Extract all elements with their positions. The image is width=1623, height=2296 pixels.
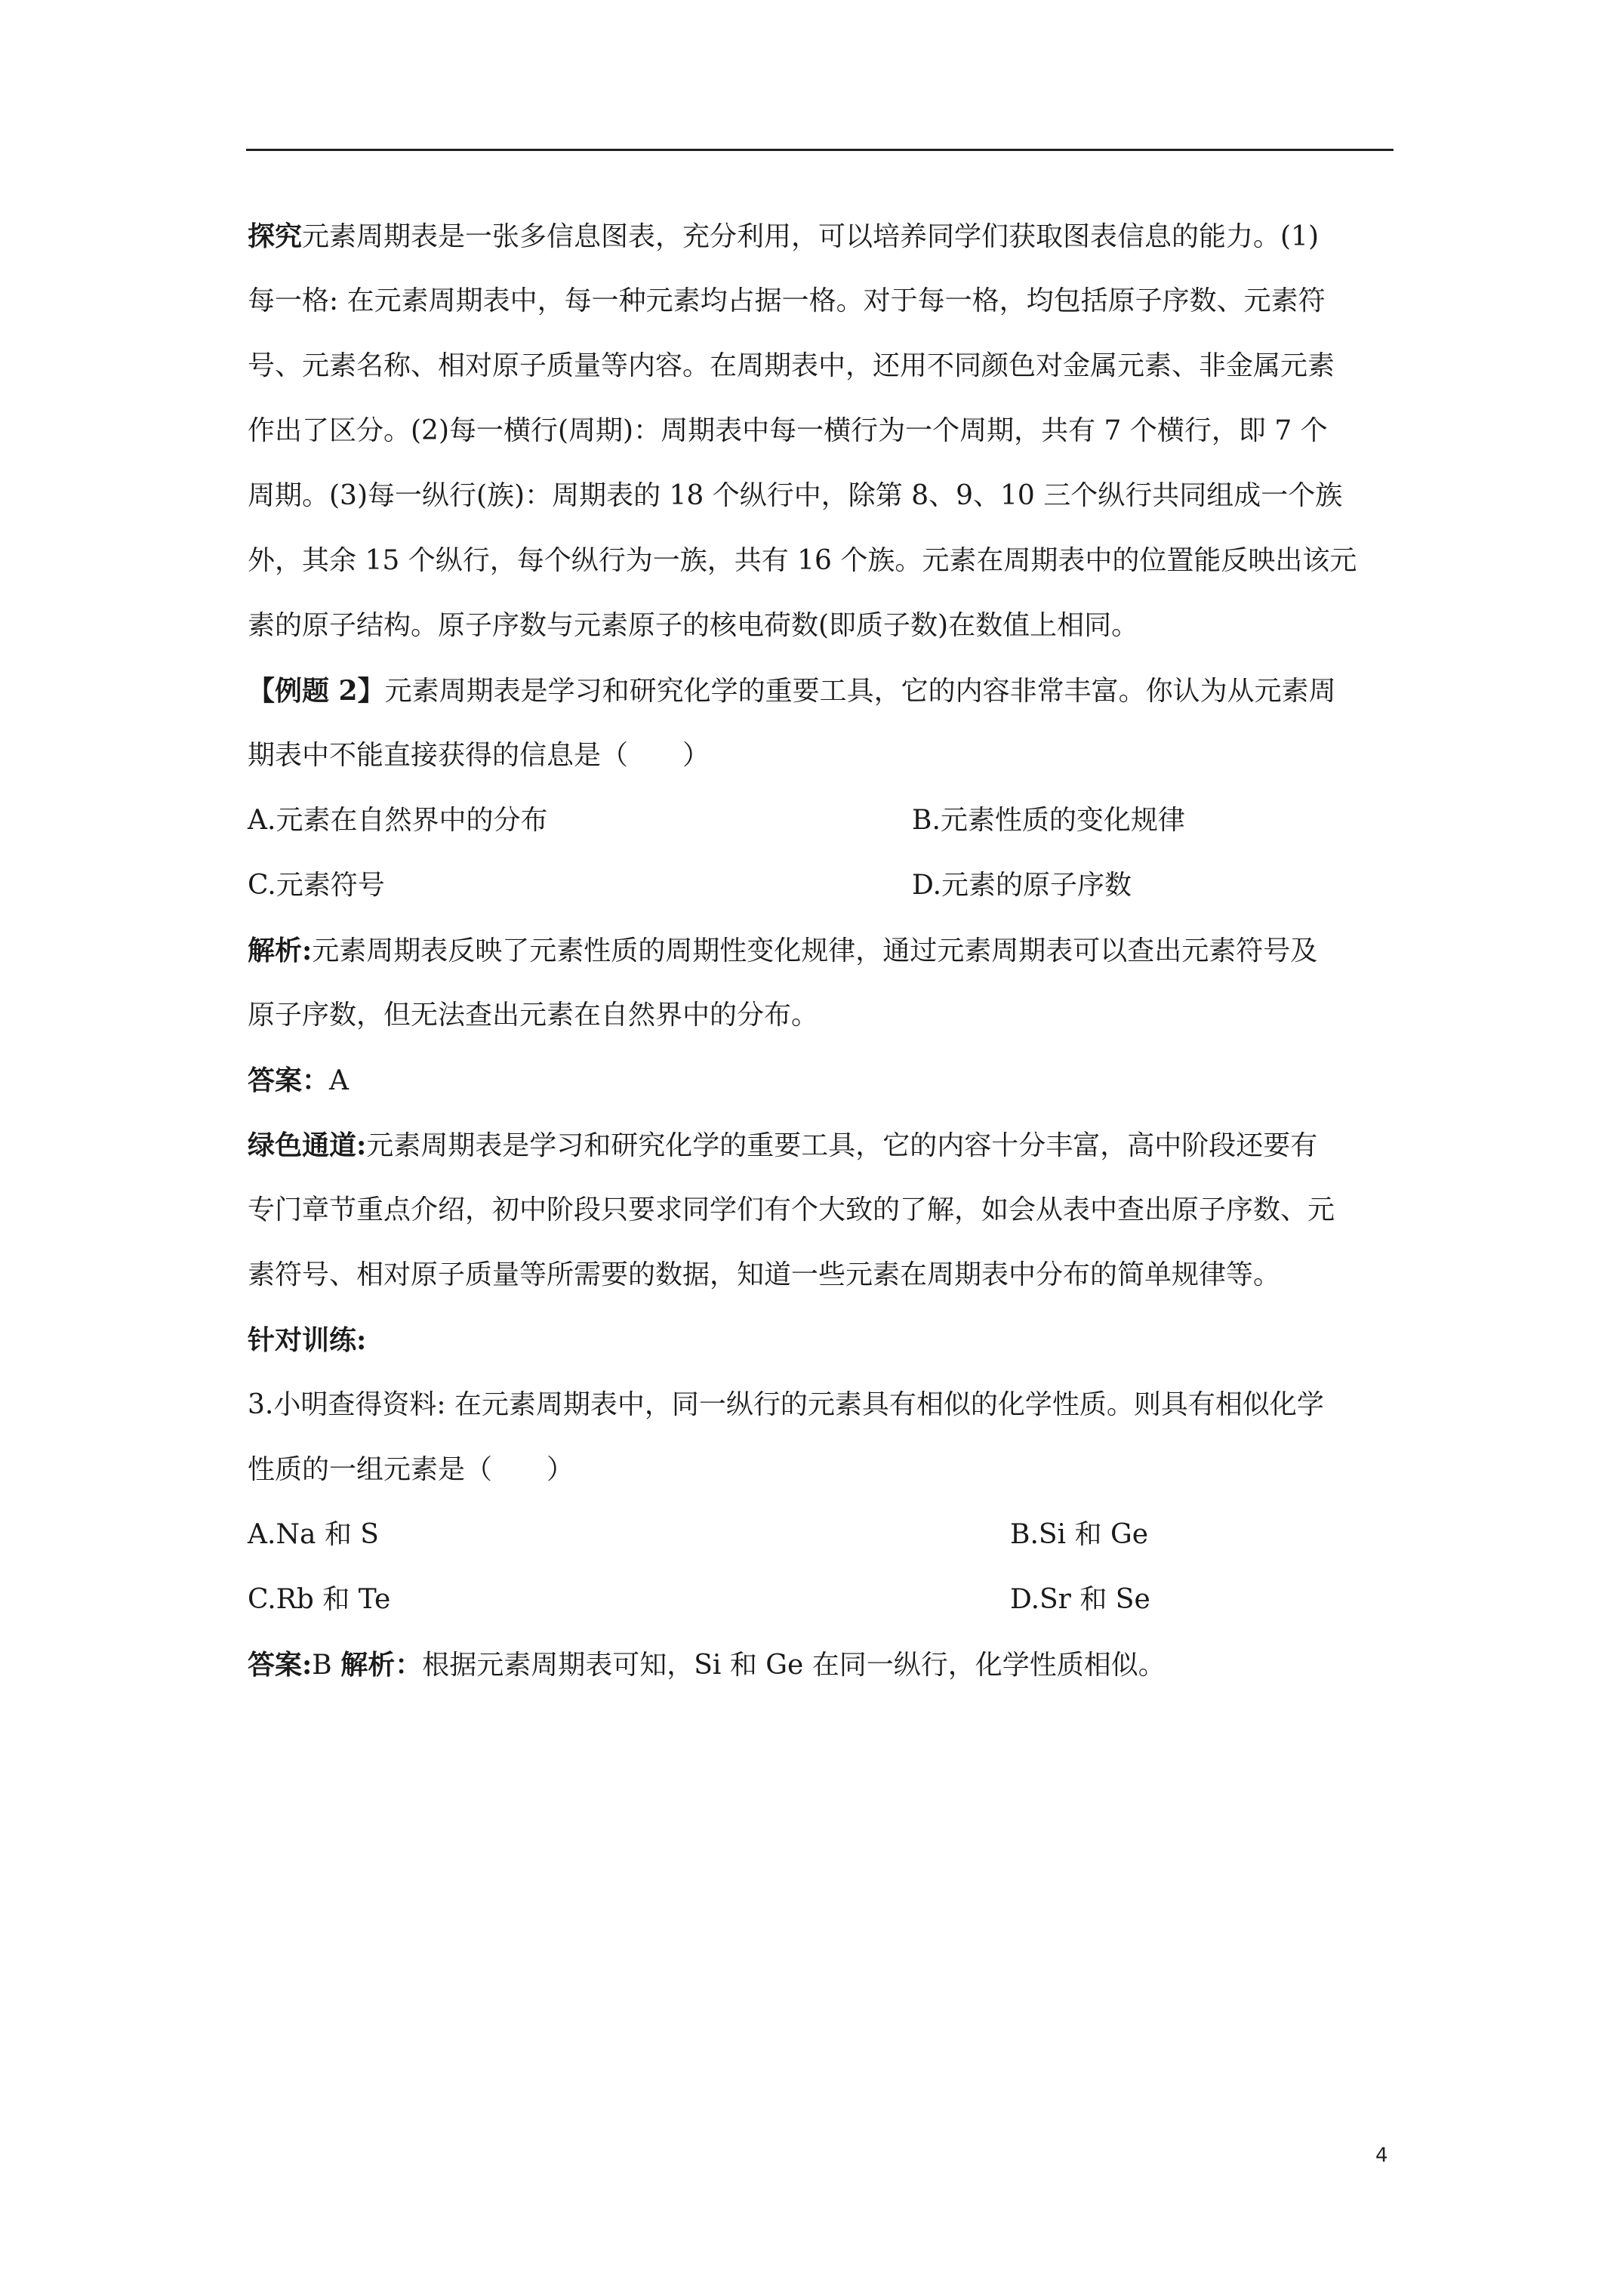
explore-label: 探究 bbox=[248, 220, 303, 252]
example2-options-row-1 bbox=[248, 788, 1395, 853]
explore-line-3: 号、元素名称、相对原子质量等内容。在周期表中，还用不同颜色对金属元素、非金属元素 bbox=[248, 350, 1335, 381]
q3-option-c: C.Rb 和 Te bbox=[248, 1584, 391, 1615]
example2-option-c: C.元素符号 bbox=[248, 870, 385, 901]
green-line-1: 绿色通道:元素周期表是学习和研究化学的重要工具，它的内容十分丰富，高中阶段还要有 bbox=[248, 1130, 1318, 1161]
q3-line-2: 性质的一组元素是（ ） bbox=[248, 1454, 574, 1485]
q3-option-a: A.Na 和 S bbox=[248, 1519, 379, 1550]
q3-analysis-text: 根据元素周期表可知，Si 和 Ge 在同一纵行，化学性质相似。 bbox=[422, 1650, 1166, 1681]
explore-line-1: 探究元素周期表是一张多信息图表，充分利用，可以培养同学们获取图表信息的能力。(1) bbox=[248, 220, 1320, 252]
q3-answer-label: 答案: bbox=[248, 1649, 313, 1681]
example2-option-b: B.元素性质的变化规律 bbox=[912, 805, 1185, 836]
explore-line-4: 作出了区分。(2)每一横行(周期)：周期表中每一横行为一个周期，共有 7 个横行，即 7 个 bbox=[248, 415, 1328, 446]
example2-label: 【例题 2】 bbox=[248, 675, 385, 707]
q3-line-1: 3.小明查得资料: 在元素周期表中，同一纵行的元素具有相似的化学性质。则具有相似化学 bbox=[248, 1389, 1324, 1420]
example2-option-d: D.元素的原子序数 bbox=[912, 870, 1132, 901]
example2-option-a: A.元素在自然界中的分布 bbox=[248, 805, 548, 836]
training-label: 针对训练: bbox=[248, 1324, 367, 1356]
q3-option-d: D.Sr 和 Se bbox=[1010, 1584, 1150, 1615]
example2-line-2: 期表中不能直接获得的信息是（ ） bbox=[248, 740, 710, 771]
green-line-2: 专门章节重点介绍，初中阶段只要求同学们有个大致的了解，如会从表中查出原子序数、元 bbox=[248, 1194, 1335, 1225]
example2-options-row-2 bbox=[248, 853, 1395, 918]
page-number: 4 bbox=[1375, 2144, 1388, 2167]
analysis-line-1: 解析:元素周期表反映了元素性质的周期性变化规律，通过元素周期表可以查出元素符号及 bbox=[248, 935, 1318, 966]
example2-line-1: 【例题 2】元素周期表是学习和研究化学的重要工具，它的内容非常丰富。你认为从元素周 bbox=[248, 675, 1336, 707]
answer-label: 答案： bbox=[248, 1065, 330, 1096]
q3-analysis-label: 解析： bbox=[340, 1649, 423, 1681]
q3-options-row-2 bbox=[248, 1567, 1395, 1632]
q3-answer-line bbox=[248, 1632, 1395, 1697]
explore-line-7: 素的原子结构。原子序数与元素原子的核电荷数(即质子数)在数值上相同。 bbox=[248, 610, 1139, 641]
answer-value: A bbox=[329, 1065, 350, 1096]
q3-answer-value: B bbox=[312, 1650, 332, 1681]
explore-line-2: 每一格: 在元素周期表中，每一种元素均占据一格。对于每一格，均包括原子序数、元素符 bbox=[248, 285, 1326, 316]
q3-options-row-1 bbox=[248, 1502, 1395, 1567]
green-line-3: 素符号、相对原子质量等所需要的数据，知道一些元素在周期表中分布的简单规律等。 bbox=[248, 1259, 1281, 1290]
analysis-line-2: 原子序数，但无法查出元素在自然界中的分布。 bbox=[248, 1000, 819, 1031]
green-label: 绿色通道: bbox=[248, 1130, 367, 1161]
explore-line-5: 周期。(3)每一纵行(族)：周期表的 18 个纵行中，除第 8、9、10 三个纵行共同组成一个族 bbox=[248, 480, 1343, 511]
header-rule bbox=[246, 149, 1394, 151]
answer-line bbox=[248, 1048, 1395, 1113]
q3-option-b: B.Si 和 Ge bbox=[1010, 1519, 1149, 1550]
analysis-label: 解析: bbox=[248, 935, 313, 966]
explore-line-6: 外，其余 15 个纵行，每个纵行为一族，共有 16 个族。元素在周期表中的位置能反映出该元 bbox=[248, 545, 1357, 576]
page-content bbox=[248, 204, 1395, 1697]
